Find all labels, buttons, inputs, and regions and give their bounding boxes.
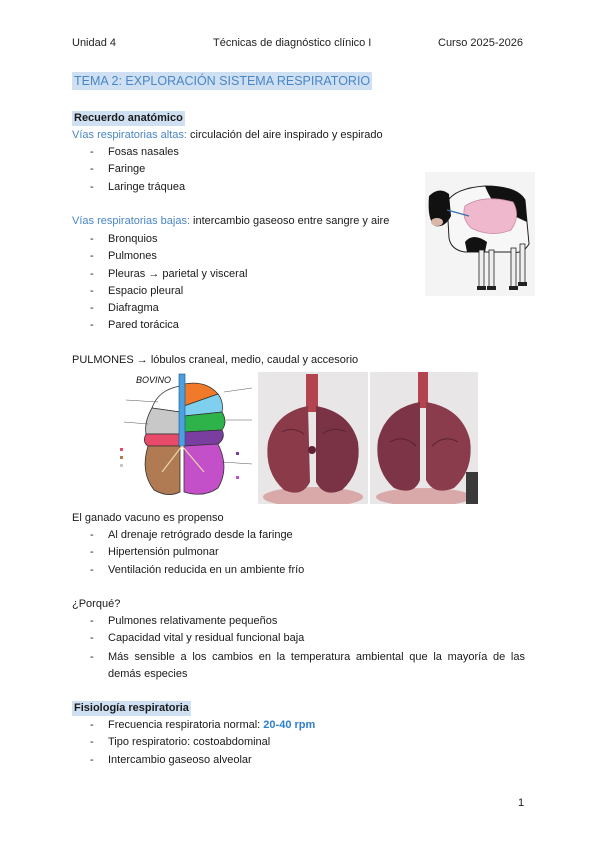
lower-airways-label: Vías respiratorias bajas: xyxy=(72,215,190,227)
list-item: - Tipo respiratorio: costoabdominal xyxy=(72,735,315,752)
header-course-title: Técnicas de diagnóstico clínico I xyxy=(213,37,372,49)
list-item: - Intercambio gaseoso alveolar xyxy=(72,753,315,770)
list-item: - Ventilación reducida en un ambiente frío xyxy=(72,563,304,580)
lung-photo-ventral xyxy=(258,372,368,504)
propenso-heading: El ganado vacuno es propenso xyxy=(72,512,224,524)
list-item xyxy=(72,718,315,735)
list-item: - Pulmones xyxy=(72,249,247,266)
header-unit: Unidad 4 xyxy=(72,37,117,49)
header-year: Curso 2025-2026 xyxy=(438,37,524,49)
list-item: - Pared torácica xyxy=(72,318,247,335)
section-heading-anatomy: Recuerdo anatómico xyxy=(74,112,183,124)
rate-value: 20-40 rpm xyxy=(263,719,316,731)
propenso-list xyxy=(72,528,304,580)
physiology-list xyxy=(72,718,315,770)
list-item: - Al drenaje retrógrado desde la faringe xyxy=(72,528,304,545)
diagram-label-bovino: BOVINO xyxy=(136,375,172,385)
list-item: - Faringe xyxy=(72,162,185,179)
rate-label: Frecuencia respiratoria normal: xyxy=(108,719,264,731)
list-item: - Fosas nasales xyxy=(72,145,185,162)
section-heading-physiology: Fisiología respiratoria xyxy=(74,702,189,714)
lower-airways-line xyxy=(72,214,389,229)
list-item: - Pulmones relativamente pequeños xyxy=(72,614,525,631)
list-item: - Pleuras → parietal y visceral xyxy=(72,267,247,284)
porque-list xyxy=(72,614,525,683)
list-item: - Diafragma xyxy=(72,301,247,318)
upper-airways-list xyxy=(72,145,185,197)
list-item: - Bronquios xyxy=(72,232,247,249)
lower-airways-text: intercambio gaseoso entre sangre y aire xyxy=(190,215,390,227)
porque-heading: ¿Porqué? xyxy=(72,598,121,610)
list-item: - Espacio pleural xyxy=(72,284,247,301)
upper-airways-line xyxy=(72,128,383,143)
upper-airways-label: Vías respiratorias altas: xyxy=(72,129,187,141)
upper-airways-text: circulación del aire inspirado y espirado xyxy=(186,129,383,141)
lungs-lobes-line: PULMONES → lóbulos craneal, medio, caudal y accesorio xyxy=(72,354,359,366)
cow-lungs-illustration xyxy=(425,172,535,296)
lung-photo-dorsal xyxy=(370,372,478,504)
list-item: - Laringe tráquea xyxy=(72,180,185,197)
lower-airways-list xyxy=(72,232,247,336)
page-title: TEMA 2: EXPLORACIÓN SISTEMA RESPIRATORIO xyxy=(74,74,371,88)
page-number: 1 xyxy=(518,797,525,809)
list-item: - Capacidad vital y residual funcional baja xyxy=(72,631,525,648)
list-item: - Hipertensión pulmonar xyxy=(72,545,304,562)
bovine-lung-lobe-diagram xyxy=(118,372,258,502)
list-item: - Más sensible a los cambios en la temperatura ambiental que la mayoría de las demás especies xyxy=(72,649,525,683)
